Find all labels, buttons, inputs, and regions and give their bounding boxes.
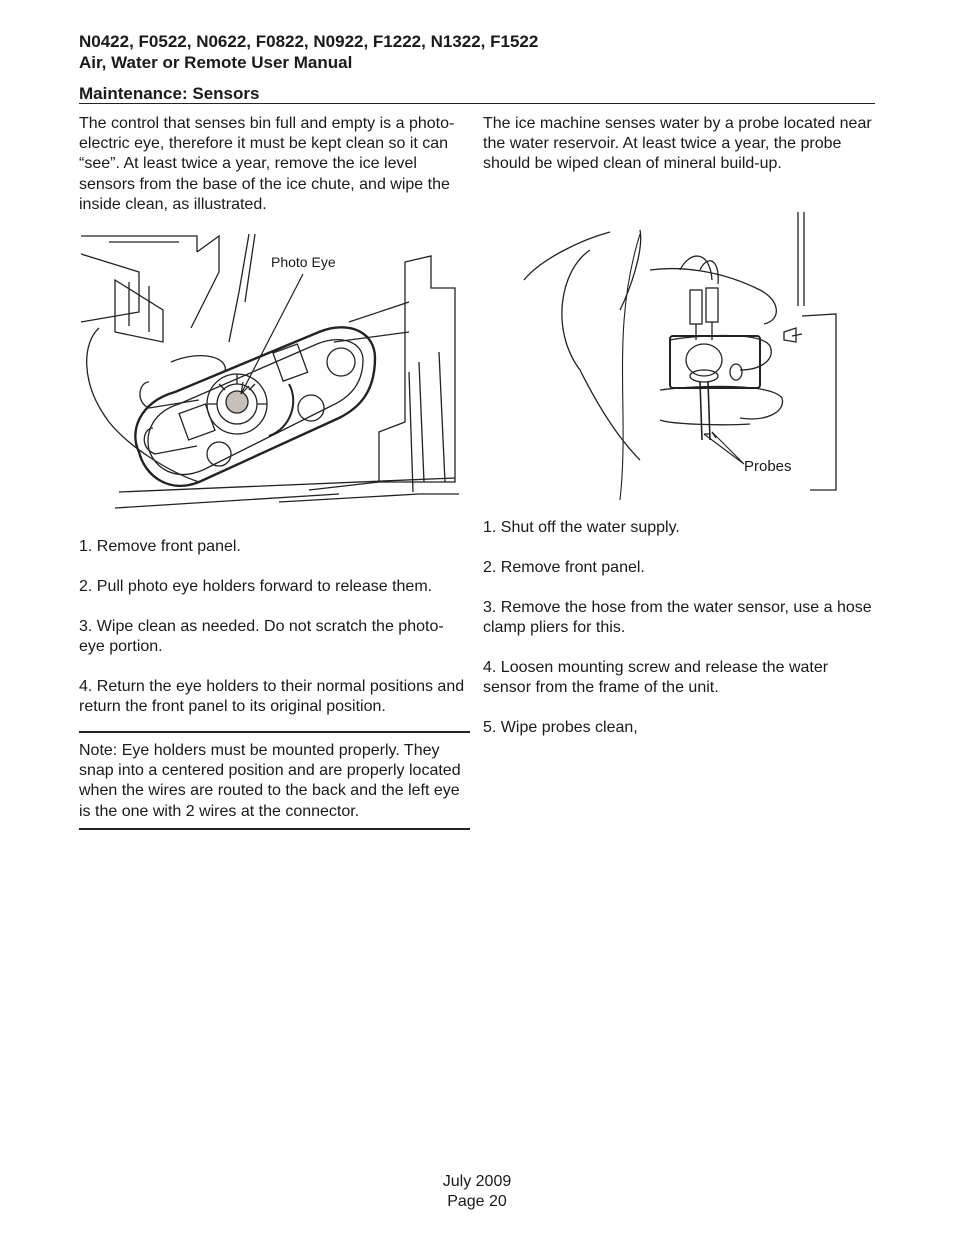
manual-models-header: N0422, F0522, N0622, F0822, N0922, F1222, N1322, F1522 <box>79 32 539 51</box>
left-intro-paragraph: The control that senses bin full and empty is a photo-electric eye, therefore it must be kept clean so it can “see”. At least twice a year, remove the ice level sensors from the base of the ice chute, and wipe the inside clean, as illustrated. <box>79 115 455 213</box>
right-step-2: 2. Remove front panel. <box>483 559 645 576</box>
photo-eye-illustration <box>79 232 471 514</box>
footer-date: July 2009 <box>442 1173 512 1190</box>
right-step-3: 3. Remove the hose from the water sensor, use a hose clamp pliers for this. <box>483 599 872 637</box>
note-bottom-rule <box>79 828 470 830</box>
water-probe-illustration <box>520 210 840 502</box>
note-paragraph: Note: Eye holders must be mounted properly. They snap into a centered position and are properly located when the wires are routed to the back and the left eye is the one with 2 wires at the connector. <box>79 742 461 820</box>
left-step-4: 4. Return the eye holders to their normal positions and return the front panel to its original position. <box>79 678 465 716</box>
left-step-2: 2. Pull photo eye holders forward to release them. <box>79 578 433 595</box>
right-step-4: 4. Loosen mounting screw and release the water sensor from the frame of the unit. <box>483 659 829 697</box>
manual-title-header: Air, Water or Remote User Manual <box>79 53 353 72</box>
note-top-rule <box>79 731 470 733</box>
section-title: Maintenance: Sensors <box>79 84 260 103</box>
left-step-1: 1. Remove front panel. <box>79 538 241 555</box>
right-step-5: 5. Wipe probes clean, <box>483 719 638 736</box>
footer-page-number: Page 20 <box>447 1193 507 1210</box>
right-intro-paragraph: The ice machine senses water by a probe located near the water reservoir. At least twice a year, the probe should be wiped clean of mineral build-up. <box>483 115 872 173</box>
header-rule <box>79 103 875 104</box>
right-step-1: 1. Shut off the water supply. <box>483 519 680 536</box>
left-step-3: 3. Wipe clean as needed. Do not scratch the photo-eye portion. <box>79 618 444 656</box>
photo-eye-label: Photo Eye <box>271 254 336 270</box>
probes-label: Probes <box>744 458 792 475</box>
